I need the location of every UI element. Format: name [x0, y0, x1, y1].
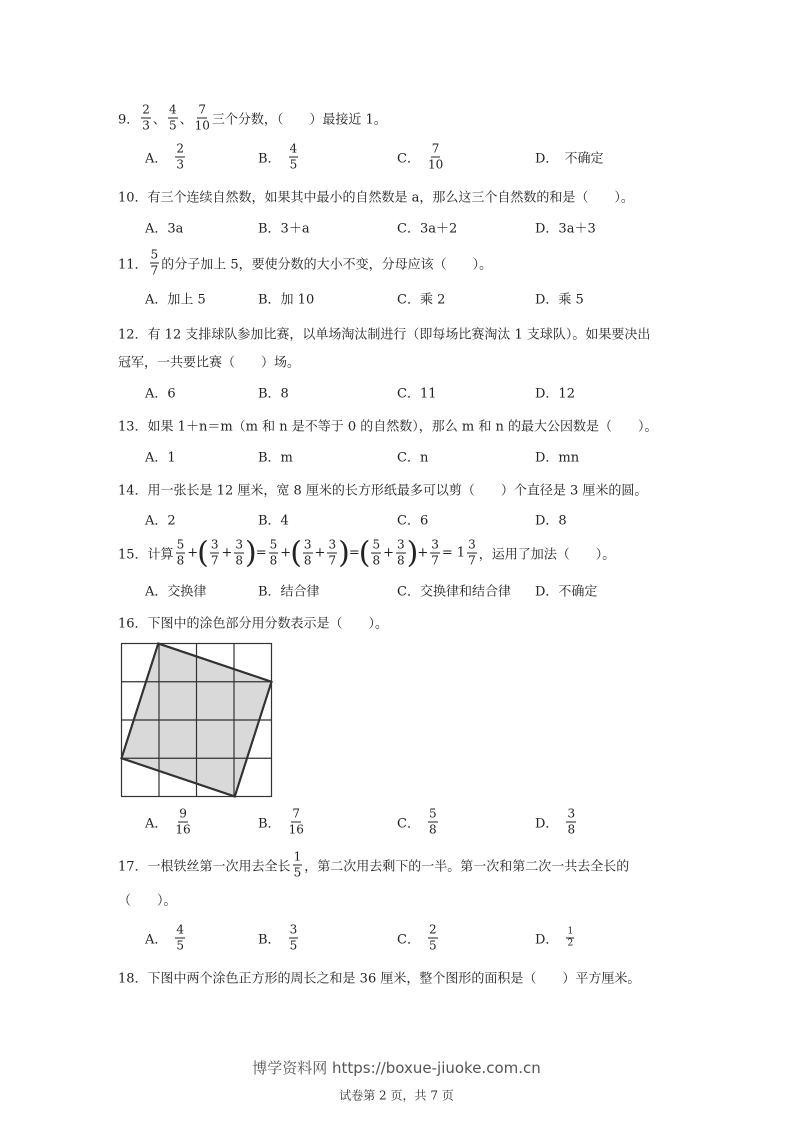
- fraction: [234, 538, 244, 569]
- text-segment: 8: [235, 553, 244, 568]
- text-segment: 4: [168, 102, 177, 117]
- option-c[interactable]: C．3a＋2: [397, 221, 458, 237]
- fraction: [289, 807, 304, 838]
- text-segment: 3: [176, 157, 185, 172]
- text-segment: 5: [428, 938, 437, 953]
- text-segment: 计算: [147, 547, 174, 563]
- grid-lines: [122, 644, 272, 797]
- text-segment: 7: [431, 553, 439, 568]
- text-segment: 9: [179, 806, 187, 821]
- question-17-line-2: （ ）。: [118, 893, 177, 909]
- fraction: [195, 103, 210, 134]
- option-a[interactable]: A．1: [145, 450, 176, 466]
- text-segment: 5: [428, 806, 437, 821]
- text-segment: B．: [258, 151, 281, 167]
- option-b[interactable]: B．m: [258, 450, 293, 466]
- option-c[interactable]: [397, 923, 440, 954]
- question-16: 16．下图中的涂色部分用分数表示是（ ）。: [118, 616, 389, 632]
- text-segment: D．: [535, 932, 559, 948]
- watermark: 博学资料网 https://boxue-jiuoke.com.cn: [252, 1059, 541, 1077]
- fraction: [293, 850, 303, 881]
- text-segment: 16: [288, 822, 304, 837]
- question-18: 18．下图中两个涂色正方形的周长之和是 36 厘米，整个图形的面积是（ ）平方厘米。: [118, 971, 641, 987]
- fraction: [566, 927, 574, 950]
- text-segment: 3: [142, 118, 150, 133]
- text-segment: 5: [289, 157, 298, 172]
- text-segment: A．: [145, 151, 168, 167]
- text-segment: D．: [535, 816, 559, 832]
- text-segment: 3: [431, 537, 439, 552]
- question-11: [118, 248, 492, 279]
- text-segment: 8: [428, 822, 437, 837]
- option-b[interactable]: B．加 10: [258, 292, 315, 308]
- option-d[interactable]: [535, 148, 603, 167]
- text-segment: 1: [567, 926, 574, 937]
- option-c[interactable]: C．6: [397, 513, 429, 529]
- fraction: [168, 103, 178, 134]
- text-segment: (: [197, 535, 209, 570]
- fraction: [467, 538, 477, 569]
- text-segment: 3: [235, 537, 244, 552]
- text-segment: 的分子加上 5，要使分数的大小不变，分母应该（ ）。: [161, 257, 493, 273]
- option-a[interactable]: [145, 923, 187, 954]
- option-b[interactable]: B．4: [258, 513, 289, 529]
- text-segment: 3: [468, 537, 476, 552]
- question-text: 三个分数，（ ）最接近 1。: [211, 112, 387, 128]
- text-segment: 1: [456, 545, 466, 561]
- text-segment: +: [417, 545, 429, 561]
- text-segment: 3: [328, 537, 337, 552]
- question-number: 9．: [118, 112, 140, 128]
- fraction: [175, 807, 190, 838]
- text-segment: ): [406, 535, 419, 570]
- page-number: 试卷第 2 页，共 7 页: [339, 1088, 454, 1103]
- option-a[interactable]: A．6: [145, 386, 176, 402]
- text-segment: 2: [567, 938, 574, 949]
- option-b[interactable]: [258, 923, 300, 954]
- option-a[interactable]: [145, 807, 193, 838]
- text-segment: 3: [210, 537, 219, 552]
- grid-figure: [120, 642, 274, 798]
- text-segment: 8: [303, 553, 312, 568]
- text-segment: ，运用了加法（ ）。: [478, 547, 616, 563]
- fraction: [430, 538, 440, 569]
- option-b[interactable]: [258, 807, 306, 838]
- question-14: 14．用一张长是 12 厘米，宽 8 厘米的长方形纸最多可以剪（ ）个直径是 3 厘米的圆。: [118, 483, 648, 499]
- separator: 、: [179, 112, 193, 128]
- text-segment: 2: [142, 102, 150, 117]
- text-segment: 8: [396, 553, 405, 568]
- text-segment: =: [441, 545, 453, 561]
- text-segment: (: [290, 535, 302, 570]
- option-a[interactable]: A．交换律: [145, 584, 207, 600]
- option-d[interactable]: D．mn: [535, 450, 580, 466]
- option-c[interactable]: C．11: [397, 386, 437, 402]
- option-c[interactable]: [397, 807, 440, 838]
- text-segment: 4: [289, 141, 298, 156]
- option-d[interactable]: [535, 927, 576, 950]
- fraction: [428, 923, 438, 954]
- text-segment: 17．: [118, 859, 148, 875]
- text-segment: 4: [176, 922, 185, 937]
- fraction: [289, 142, 299, 173]
- text-segment: 10: [427, 157, 444, 172]
- text-segment: 5: [269, 537, 278, 552]
- text-segment: 8: [372, 553, 381, 568]
- question-13: 13．如果 1＋n＝m（m 和 n 是不等于 0 的自然数），那么 m 和 n 的最大公因数是（ ）。: [118, 419, 658, 435]
- fraction: [566, 807, 576, 838]
- option-c[interactable]: C．乘 2: [397, 292, 446, 308]
- option-a[interactable]: [145, 142, 187, 173]
- text-segment: 5: [168, 118, 177, 133]
- text-segment: B．: [258, 932, 281, 948]
- fraction: [175, 142, 185, 173]
- fraction: [396, 538, 406, 569]
- text-segment: +: [221, 545, 233, 561]
- fraction: [210, 538, 220, 569]
- text-segment: 7: [468, 553, 476, 568]
- fraction: [371, 538, 381, 569]
- text-segment: C．: [397, 816, 420, 832]
- text-segment: 10: [194, 118, 210, 133]
- option-b[interactable]: [258, 142, 300, 173]
- text-segment: =: [348, 545, 360, 561]
- option-a[interactable]: A．3a: [145, 221, 184, 237]
- fraction: [428, 807, 438, 838]
- text-segment: 5: [176, 938, 185, 953]
- text-segment: 8: [269, 553, 278, 568]
- text-segment: 8: [567, 822, 576, 837]
- option-b[interactable]: B．3＋a: [258, 221, 310, 237]
- text-segment: B．: [258, 816, 281, 832]
- fraction: [141, 103, 151, 134]
- question-10: 10．有三个连续自然数，如果其中最小的自然数是 a，那么这三个自然数的和是（ ）。: [118, 190, 634, 206]
- text-segment: 11．: [118, 257, 148, 273]
- text-segment: C．: [397, 151, 420, 167]
- question-12-line-1: 12．有 12 支排球队参加比赛，以单场淘汰制进行（即每场比赛淘汰 1 支球队）。如果要决出: [118, 327, 651, 343]
- text-segment: 7: [150, 263, 159, 278]
- option-c[interactable]: C．交换律和结合律: [397, 584, 511, 600]
- text-segment: 2: [176, 141, 185, 156]
- option-a[interactable]: A．2: [145, 513, 176, 529]
- question-15: [118, 535, 616, 570]
- fraction: [269, 538, 279, 569]
- text-segment: 8: [176, 553, 185, 568]
- option-d[interactable]: [535, 807, 578, 838]
- text-segment: ): [338, 535, 350, 570]
- fraction: [150, 248, 160, 279]
- fraction: [289, 923, 299, 954]
- text-segment: 1: [293, 849, 302, 864]
- text-segment: 3: [289, 922, 298, 937]
- text-segment: =: [255, 545, 267, 561]
- text-segment: 不确定: [564, 151, 604, 167]
- fraction: [175, 923, 185, 954]
- text-segment: 5: [372, 537, 381, 552]
- option-b[interactable]: B．结合律: [258, 584, 320, 600]
- text-segment: 3: [303, 537, 312, 552]
- text-segment: 5: [289, 938, 298, 953]
- option-d[interactable]: D．3a＋3: [535, 221, 596, 237]
- text-segment: 5: [176, 537, 185, 552]
- option-d[interactable]: D．不确定: [535, 584, 598, 600]
- text-segment: A．: [145, 816, 168, 832]
- option-c[interactable]: [397, 142, 445, 173]
- question-9: [118, 103, 387, 134]
- fraction: [428, 142, 443, 173]
- option-c[interactable]: C．n: [397, 450, 429, 466]
- question-12-line-2: 冠军，一共要比赛（ ）场。: [118, 355, 301, 371]
- text-segment: 2: [428, 922, 437, 937]
- text-segment: 5: [293, 865, 302, 880]
- option-b[interactable]: B．8: [258, 386, 289, 402]
- text-segment: 3: [567, 806, 576, 821]
- option-a[interactable]: A．加上 5: [145, 292, 206, 308]
- text-segment: 7: [210, 553, 219, 568]
- text-segment: C．: [397, 932, 420, 948]
- question-17: [118, 850, 629, 881]
- text-segment: ，第二次用去剩下的一半。第一次和第二次一共去全长的: [304, 859, 630, 875]
- text-segment: 7: [198, 102, 207, 117]
- text-segment: 15．: [118, 547, 148, 563]
- text-segment: +: [280, 545, 292, 561]
- fraction: [327, 538, 337, 569]
- text-segment: 3: [396, 537, 405, 552]
- fraction: [176, 538, 186, 569]
- text-segment: 5: [150, 247, 159, 262]
- text-segment: 一根铁丝第一次用去全长: [147, 859, 291, 875]
- text-segment: (: [358, 535, 371, 570]
- option-d[interactable]: D．12: [535, 386, 575, 402]
- text-segment: +: [187, 545, 199, 561]
- separator: 、: [152, 112, 166, 128]
- option-d[interactable]: D．乘 5: [535, 292, 584, 308]
- text-segment: ): [245, 535, 257, 570]
- text-segment: 7: [431, 141, 440, 156]
- option-d[interactable]: D．8: [535, 513, 567, 529]
- text-segment: 7: [292, 806, 301, 821]
- text-segment: D．: [535, 151, 559, 167]
- text-segment: +: [383, 545, 394, 561]
- text-segment: A．: [145, 932, 168, 948]
- text-segment: +: [314, 545, 326, 561]
- text-segment: 16: [175, 822, 191, 837]
- text-segment: 7: [328, 553, 337, 568]
- fraction: [303, 538, 313, 569]
